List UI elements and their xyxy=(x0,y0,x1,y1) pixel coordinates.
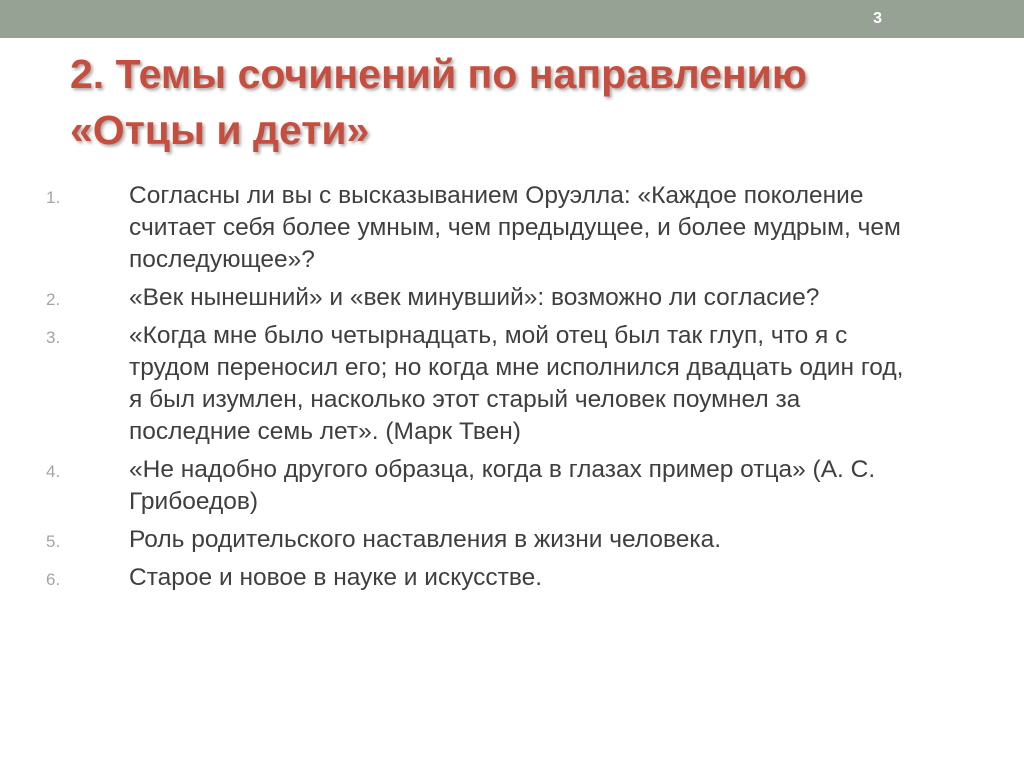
list-item-number: 1. xyxy=(46,188,61,207)
title-line-1: 2. Темы сочинений по направлению xyxy=(70,51,807,97)
list-item-text: «Не надобно другого образца, когда в глазах пример отца» (А. С. Грибоедов) xyxy=(129,456,876,515)
list-item xyxy=(0,562,1024,594)
list-item-number: 4. xyxy=(46,462,61,481)
list-item-number: 3. xyxy=(46,328,61,347)
slide-number: 3 xyxy=(873,10,882,27)
list-item-text: Старое и новое в науке и искусстве. xyxy=(129,564,543,591)
list-item-number: 2. xyxy=(46,290,61,309)
list-item xyxy=(0,320,1024,448)
title-line-2: «Отцы и дети» xyxy=(70,107,370,153)
topics-list xyxy=(0,180,1024,600)
list-item-text: «Век нынешний» и «век минувший»: возможно ли согласие? xyxy=(129,284,820,311)
list-item-text: Согласны ли вы с высказыванием Оруэлла: «Каждое поколение считает себя более умным, чем предыдущее, и более мудрым, чем последующее»? xyxy=(129,182,901,273)
list-item-text: Роль родительского наставления в жизни человека. xyxy=(129,526,722,553)
top-bar xyxy=(0,0,1024,38)
list-item-number: 6. xyxy=(46,570,61,589)
list-item-number: 5. xyxy=(46,532,61,551)
slide-title xyxy=(70,46,1010,158)
list-item xyxy=(0,454,1024,518)
list-item xyxy=(0,524,1024,556)
list-item xyxy=(0,180,1024,276)
list-item-text: «Когда мне было четырнадцать, мой отец был так глуп, что я с трудом переносил его; но когда мне исполнился двадцать один год, я был изумлен, насколько этот старый человек поумнел за последние семь лет». (Марк Твен) xyxy=(129,322,904,445)
list-item xyxy=(0,282,1024,314)
